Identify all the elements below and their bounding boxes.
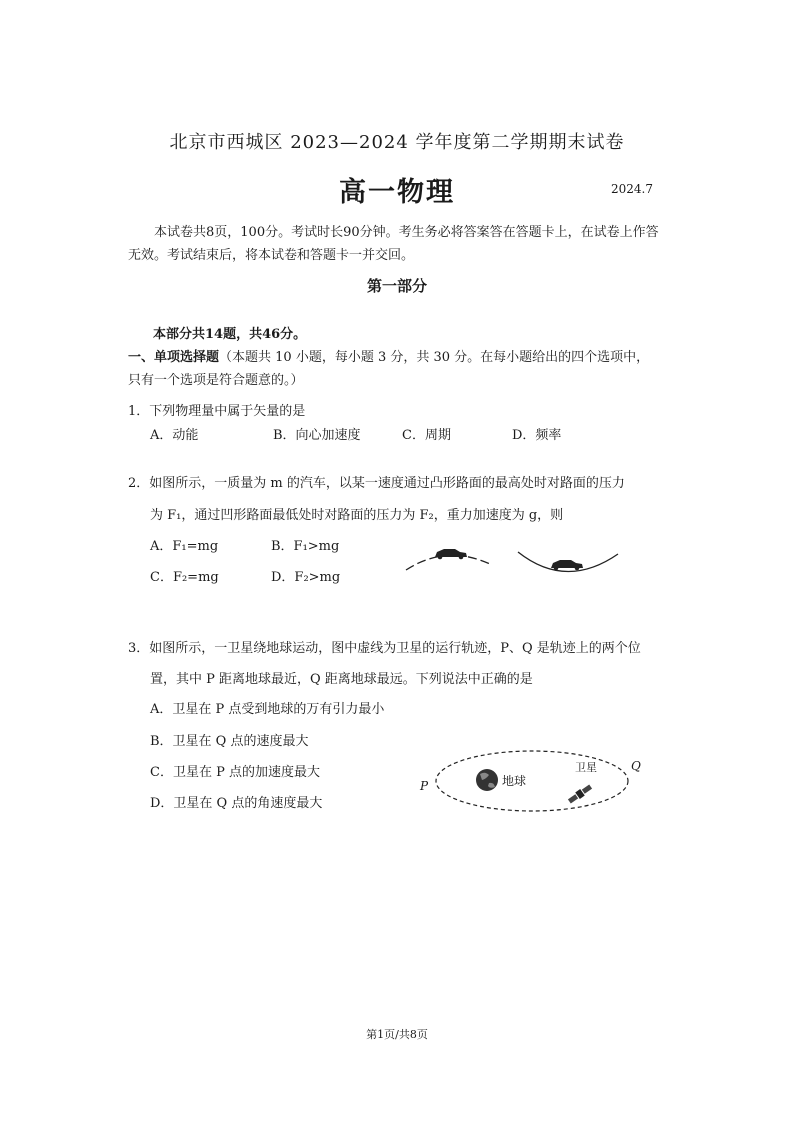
earth-label: 地球	[502, 774, 527, 788]
section-description-line2: 只有一个选项是符合题意的。）	[128, 373, 304, 388]
q2-road-figure	[398, 538, 626, 584]
satellite-label: 卫星	[575, 761, 597, 774]
point-q-label: Q	[631, 759, 641, 773]
convex-road	[406, 555, 490, 570]
q1-option-b: B．向心加速度	[273, 428, 361, 443]
point-p-label: P	[420, 779, 429, 793]
car-on-concave-road-icon	[551, 560, 583, 570]
subject-title: 高一物理	[339, 177, 455, 208]
q2-stem-line2: 为 F₁，通过凹形路面最低处时对路面的压力为 F₂，重力加速度为 g，则	[150, 508, 564, 523]
q1-stem: 1．下列物理量中属于矢量的是	[128, 404, 306, 419]
q1-option-a: A．动能	[150, 428, 199, 443]
exam-date: 2024.7	[611, 182, 653, 196]
part-note: 本部分共14题，共46分。	[153, 327, 307, 342]
exam-title: 北京市西城区 2023—2024 学年度第二学期期末试卷	[169, 132, 625, 153]
q1-option-d: D．频率	[512, 428, 562, 443]
exam-instructions: 本试卷共8页，100分。考试时长90分钟。考生务必将答案答在答题卡上，在试卷上作答无效。考试结束后，将本试卷和答题卡一并交回。	[128, 225, 659, 263]
section-lead: 一、单项选择题	[128, 350, 220, 365]
q2-option-d: D．F₂>mg	[271, 570, 341, 585]
page-footer: 第1页/共8页	[366, 1028, 428, 1041]
part-title: 第一部分	[366, 277, 427, 295]
q1-option-c: C．周期	[402, 428, 451, 443]
q3-option-c: C．卫星在 P 点的加速度最大	[150, 765, 320, 780]
q2-option-a: A．F₁=mg	[150, 539, 219, 554]
section-heading	[128, 346, 649, 365]
car-on-convex-road-icon	[435, 549, 467, 559]
q3-orbit-figure	[412, 744, 652, 818]
earth-icon	[476, 769, 498, 791]
q3-stem-line2: 置，其中 P 距离地球最近，Q 距离地球最远。下列说法中正确的是	[150, 672, 533, 687]
section-description: （本题共 10 小题，每小题 3 分，共 30 分。在每小题给出的四个选项中，	[219, 350, 650, 365]
q2-stem-line1: 2．如图所示，一质量为 m 的汽车，以某一速度通过凸形路面的最高处时对路面的压力	[128, 476, 625, 491]
satellite-icon	[567, 783, 593, 804]
q2-option-b: B．F₁>mg	[271, 539, 340, 554]
q2-option-c: C．F₂=mg	[150, 570, 219, 585]
orbit-path	[436, 751, 628, 811]
q3-stem-line1: 3．如图所示，一卫星绕地球运动，图中虚线为卫星的运行轨迹，P、Q 是轨迹上的两个位	[128, 641, 641, 656]
q3-option-b: B．卫星在 Q 点的速度最大	[150, 734, 309, 749]
q3-option-d: D．卫星在 Q 点的角速度最大	[150, 796, 323, 811]
q3-option-a: A．卫星在 P 点受到地球的万有引力最小	[150, 702, 385, 717]
